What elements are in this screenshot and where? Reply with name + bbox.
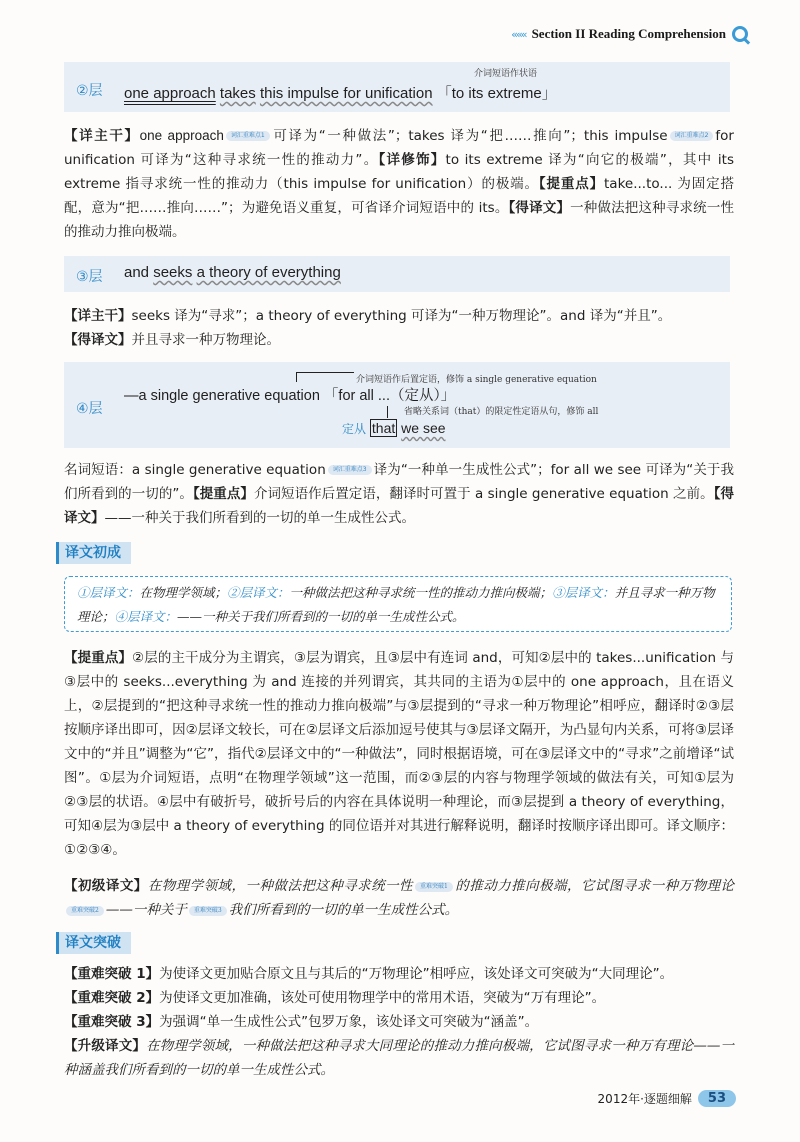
layer2-object: this impulse for unification: [259, 85, 433, 102]
layer4-clause-label: 定从: [342, 422, 367, 436]
label-key-point: 【提重点】: [192, 486, 254, 502]
footer-book: 2012年·逐题细解: [597, 1092, 692, 1106]
layer2-sentence: [124, 82, 557, 103]
layer4-tag: ④层: [76, 401, 103, 417]
draft-label: ④层译文：: [114, 609, 178, 624]
layer2-subject: one approach: [124, 85, 216, 102]
layer4-we-see: we see: [401, 420, 446, 436]
text: 译为“一种单一生成性公式”；for all we see 可译为“关于我们所看到的一切的”。: [64, 462, 734, 502]
text: ——一种关于我们所看到的一切的单一生成性公式。: [104, 510, 415, 526]
section-title: Section II Reading Comprehension: [531, 26, 726, 41]
breakthrough-label: 【重难突破 2】: [64, 990, 160, 1006]
draft-label: ③层译文：: [552, 585, 615, 600]
layer3-box: [64, 256, 730, 292]
breakthrough-tag: 重难突破3: [189, 906, 227, 916]
text: 的推动力推向极端，它试图寻求一种万物理论: [454, 878, 735, 894]
vocab-tag: 词汇重难点1: [226, 131, 270, 141]
arrow-down: [387, 406, 388, 418]
para3: [64, 458, 734, 530]
breakthrough-text: 为强调“单一生成性公式”包罗万象，该处译文可突破为“涵盖”。: [159, 1014, 539, 1030]
layer2-box: [64, 62, 730, 112]
layer4-sentence: [124, 384, 455, 405]
junior-translation: [64, 874, 734, 922]
text: seeks 译为“寻求”；a theory of everything 可译为“一种万物理论”。and 译为“并且”。: [131, 308, 672, 324]
layer3-object: a theory of everything: [196, 264, 341, 281]
layer4-that: that: [371, 420, 396, 436]
text: 可译为“一种做法”；takes 译为“把……推向”；this impulse: [271, 128, 668, 144]
chevrons-icon: ‹‹‹‹‹‹: [511, 27, 526, 41]
layer2-modifier: 「to its extreme」: [436, 85, 557, 102]
para1: [64, 124, 734, 244]
layer2-tag: ②层: [76, 83, 103, 99]
draft-text: 一种做法把这种寻求统一性的推动力推向极端；: [289, 585, 553, 600]
layer3-tag: ③层: [76, 269, 103, 285]
label-translation: 【得译文】: [508, 200, 571, 216]
text: ②层的主干成分为主谓宾，③层为谓宾，且③层中有连词 and，可知②层中的 takes...unification 与③层中的 seeks...everything 为 and 连接的并列谓宾，其共同的主语为①层中的 one approach，且在语义上，②层提到的“把这种寻求统一性的推动力推向极端”与③层提到的“寻求一种万物理论”相呼应，翻译时②③层按顺序译出即可，因②层译文较长，可在②层译文后添加逗号使其与③层译文隔开，为凸显句内关系，可将③层译文中的“并且”调整为“它”，指代②层译文中的“一种做法”，同时根据语境，可在③层译文中的“寻求”之前增译“试图”。①层为介词短语，点明“在物理学领域”这一范围，而②③层的内容与物理学领域的做法有关，可知①层为②③层的状语。④层中有破折号，破折号后的内容在具体说明一种理论，而③层提到 a theory of everything，可知④层为③层中 a theory of everything 的同位语并对其进行解释说明，翻译时按顺序译出即可。译文顺序：①②③④。: [64, 650, 735, 858]
text: to its extreme 译为“向它的极端”，其中 its extreme 指寻求统一性的推动力（this impulse for unification）的极端。: [64, 152, 735, 192]
para4: [64, 646, 734, 862]
draft-text: ——一种关于我们所看到的一切的单一生成性公式。: [177, 609, 465, 624]
breakthrough-list: [64, 962, 734, 1082]
label-translation: 【得译文】: [64, 332, 132, 348]
vocab-tag: 词汇重难点2: [670, 131, 714, 141]
vocab-tag: 词汇重难点3: [328, 465, 372, 475]
breakthrough-tag: 重难突破2: [66, 906, 104, 916]
layer4-phrase: —a single generative equation: [124, 388, 320, 404]
text: 我们所看到的一切的单一生成性公式。: [228, 902, 459, 918]
label-main: 【详主干】: [64, 128, 140, 144]
text: take...to... 为固定搭配，意为“把……推向……”；为避免语义重复，可省译介词短语中的 its。: [64, 176, 735, 216]
text: 在物理学领域，一种做法把这种寻求统一性: [147, 878, 413, 894]
layer3-sentence: [124, 264, 341, 281]
draft-translation-box: [64, 576, 732, 632]
layer2-note: 介词短语作状语: [474, 69, 538, 79]
page-header: [511, 26, 748, 42]
layer3-conj: and: [124, 264, 150, 281]
text: 一种做法把这种寻求统一性的推动力推向极端。: [64, 200, 735, 240]
layer4-box: [64, 362, 730, 448]
text: 名词短语：a single generative equation: [64, 462, 326, 478]
layer3-verb: seeks: [153, 264, 193, 281]
draft-label: ①层译文：: [77, 585, 140, 600]
layer4-clause: [342, 420, 446, 437]
layer4-note2: 省略关系词（that）的限定性定语从句，修饰 all: [404, 407, 599, 417]
breakthrough-text: 为使译文更加准确，该处可使用物理学中的常用术语，突破为“万有理论”。: [159, 990, 606, 1006]
label-key-point: 【提重点】: [64, 650, 133, 666]
text: one approach: [139, 128, 224, 143]
draft-text: 在物理学领域；: [139, 585, 228, 600]
arrow-line: [296, 372, 297, 382]
draft-text: 并且寻求一种万物理论；: [77, 585, 715, 624]
label-main: 【详主干】: [64, 308, 132, 324]
text: 介词短语作后置定语，翻译时可置于 a single generative equation 之前。: [253, 486, 714, 502]
breakthrough-label: 【重难突破 1】: [64, 966, 160, 982]
page-number: 53: [698, 1090, 736, 1107]
draft-label: ②层译文：: [227, 585, 290, 600]
label-modifier: 【详修饰】: [378, 152, 446, 168]
label-junior: 【初级译文】: [64, 878, 148, 894]
breakthrough-label: 【重难突破 3】: [64, 1014, 160, 1030]
arrow-hline: [296, 372, 354, 373]
text: ——一种关于: [105, 902, 187, 918]
para2: [64, 304, 734, 352]
layer2-verb: takes: [219, 85, 256, 102]
text: for unification 可译为“这种寻求统一性的推动力”。: [64, 128, 734, 168]
advanced-text: 在物理学领域，一种做法把这种寻求大同理论的推动力推向极端，它试图寻求一种万有理论——一种涵盖我们所看到的一切的单一生成性公式。: [64, 1038, 735, 1078]
layer4-modifier: 「for all ...（定从）」: [323, 388, 456, 404]
breakthrough-text: 为使译文更加贴合原文且与其后的“万物理论”相呼应，该处译文可突破为“大同理论”。: [159, 966, 674, 982]
breakthrough-tag: 重难突破1: [415, 882, 453, 892]
layer4-note1: 介词短语作后置定语，修饰 a single generative equation: [356, 375, 597, 385]
label-translation: 【得译文】: [64, 486, 734, 526]
page-footer: [598, 1090, 736, 1107]
text: 并且寻求一种万物理论。: [131, 332, 280, 348]
label-advanced: 【升级译文】: [64, 1038, 147, 1054]
search-icon: [732, 26, 748, 42]
section-heading-breakthrough: 译文突破: [56, 932, 131, 954]
label-key-point: 【提重点】: [538, 176, 604, 192]
section-heading-draft: 译文初成: [56, 542, 131, 564]
